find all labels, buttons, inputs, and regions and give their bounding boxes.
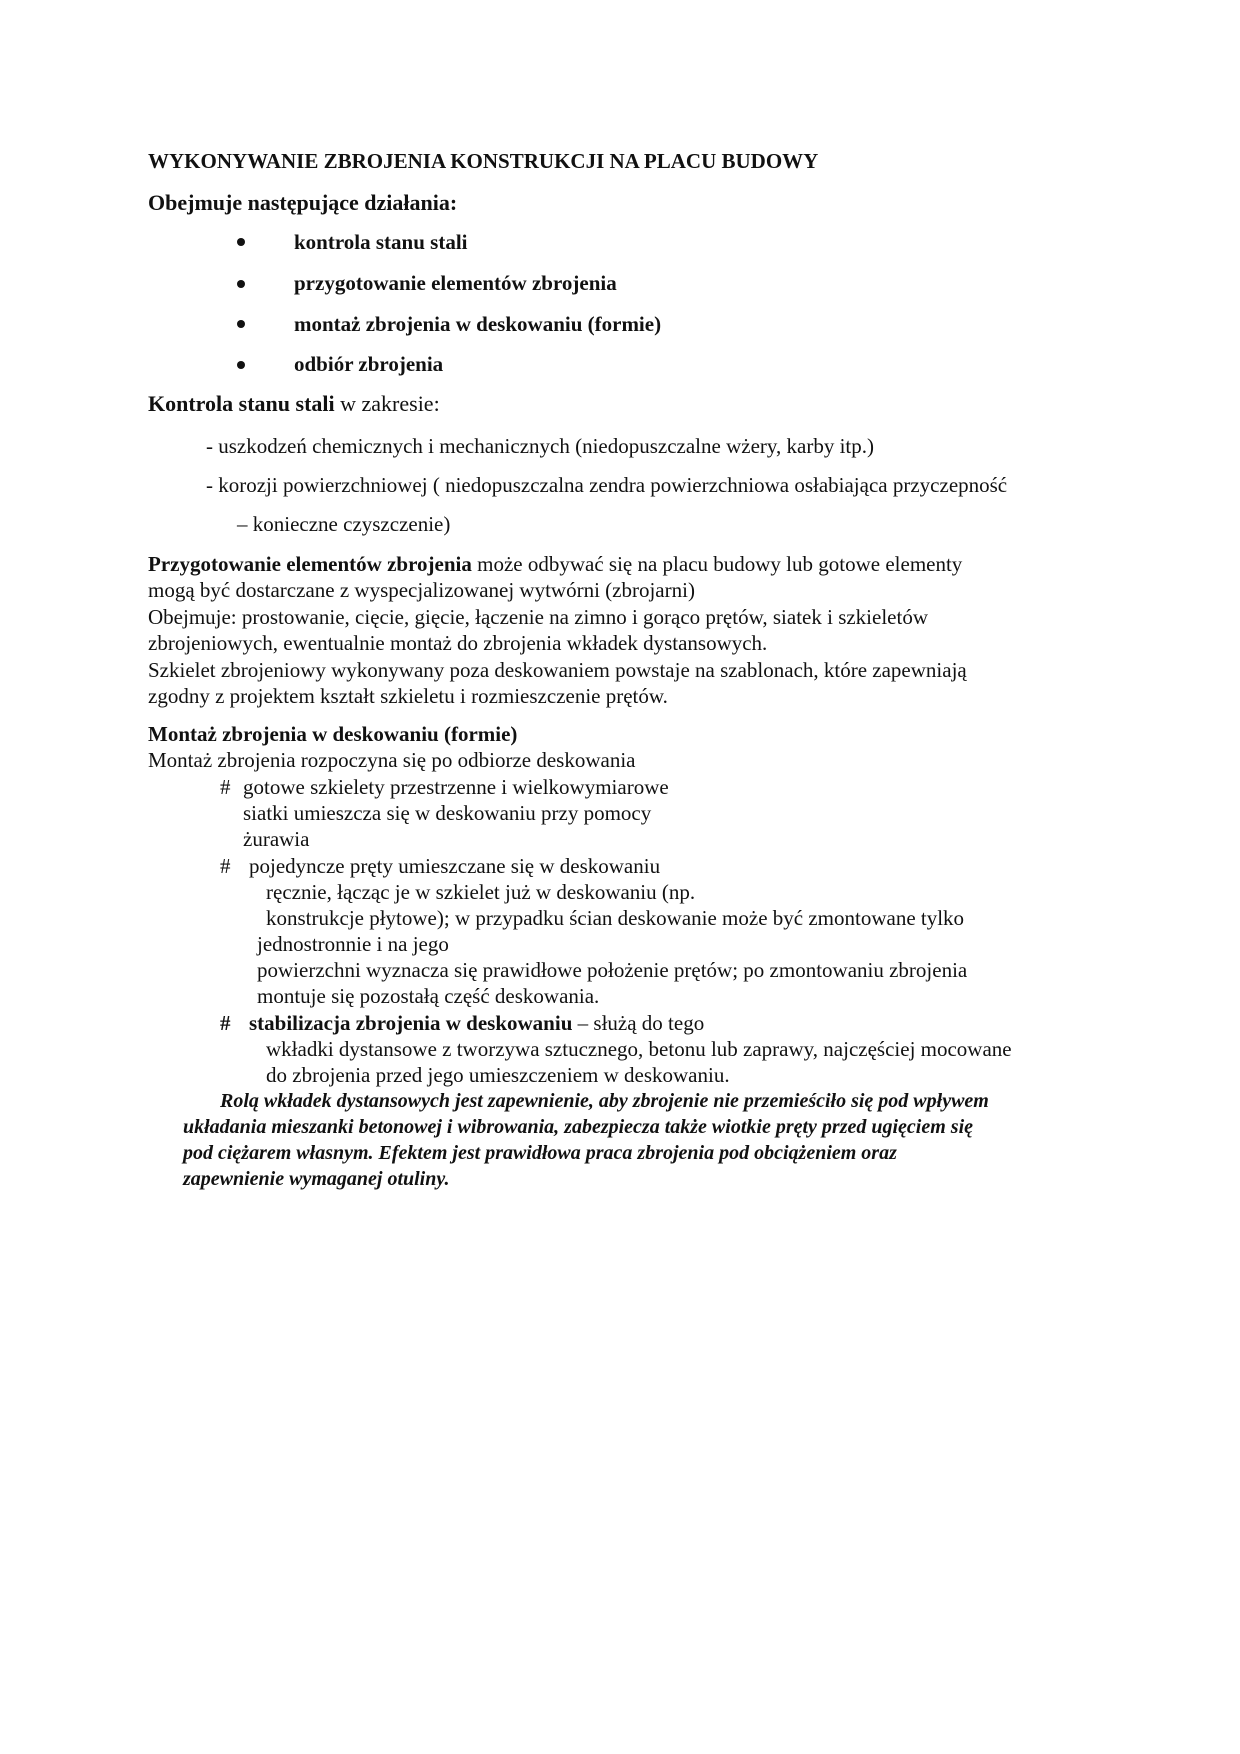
przygotowanie-line-5: Szkielet zbrojeniowy wykonywany poza deskowaniem powstaje na szablonach, które zapewniają [148, 658, 967, 682]
document-title: WYKONYWANIE ZBROJENIA KONSTRUKCJI NA PLACU BUDOWY [148, 149, 819, 173]
italic-line-2: układania mieszanki betonowej i wibrowania, zabezpiecza także wiotkie pręty przed ugięciem się [183, 1116, 973, 1138]
przygotowanie-line-2: mogą być dostarczane z wyspecjalizowanej wytwórni (zbrojarni) [148, 578, 695, 602]
bullet-icon [237, 280, 245, 288]
intro-text: Obejmuje następujące działania: [148, 190, 458, 215]
kontrola-heading-bold: Kontrola stanu stali [148, 391, 335, 416]
montaz-hash-3: # [220, 1011, 231, 1035]
przygotowanie-line-4: zbrojeniowych, ewentualnie montaż do zbrojenia wkładek dystansowych. [148, 631, 768, 655]
montaz-c2: wkładki dystansowe z tworzywa sztucznego, betonu lub zaprawy, najczęściej mocowane [266, 1037, 1012, 1061]
bullet-icon [237, 238, 245, 246]
montaz-b5: powierzchni wyznacza się prawidłowe położenie prętów; po zmontowaniu zbrojenia [257, 958, 968, 982]
italic-line-4: zapewnienie wymaganej otuliny. [183, 1168, 450, 1190]
italic-line-3: pod ciężarem własnym. Efektem jest prawidłowa praca zbrojenia pod obciążeniem oraz [183, 1142, 897, 1164]
montaz-c1 [249, 1010, 704, 1036]
montaz-a2: siatki umieszcza się w deskowaniu przy pomocy [243, 801, 652, 825]
stabilizacja-bold: stabilizacja zbrojenia w deskowaniu [249, 1011, 573, 1035]
kontrola-item-2-cont: – konieczne czyszczenie) [237, 512, 451, 536]
przygotowanie-l1-rest: może odbywać się na placu budowy lub gotowe elementy [471, 552, 963, 576]
montaz-b3: konstrukcje płytowe); w przypadku ścian deskowanie może być zmontowane tylko [266, 906, 965, 930]
kontrola-item-1: - uszkodzeń chemicznych i mechanicznych (niedopuszczalne wżery, karby itp.) [206, 434, 875, 458]
bullet-icon [237, 320, 245, 328]
kontrola-heading [148, 391, 440, 417]
kontrola-heading-rest: w zakresie: [334, 391, 440, 416]
bullet-text: przygotowanie elementów zbrojenia [294, 271, 617, 295]
montaz-b1: pojedyncze pręty umieszczane się w deskowaniu [249, 854, 661, 878]
montaz-a3: żurawia [243, 827, 310, 851]
montaz-heading: Montaż zbrojenia w deskowaniu (formie) [148, 722, 518, 746]
montaz-hash-1: # [220, 775, 231, 799]
montaz-b6: montuje się pozostałą część deskowania. [257, 984, 600, 1008]
montaz-a1: gotowe szkielety przestrzenne i wielkowymiarowe [243, 775, 669, 799]
przygotowanie-heading: Przygotowanie elementów zbrojenia [148, 552, 472, 576]
kontrola-item-2: - korozji powierzchniowej ( niedopuszczalna zendra powierzchniowa osłabiająca przyczepność [206, 473, 1008, 497]
montaz-line-1: Montaż zbrojenia rozpoczyna się po odbiorze deskowania [148, 748, 636, 772]
italic-line-1: Rolą wkładek dystansowych jest zapewnienie, aby zbrojenie nie przemieściło się pod wpływem [220, 1090, 989, 1112]
bullet-text: kontrola stanu stali [294, 230, 468, 254]
montaz-c3: do zbrojenia przed jego umieszczeniem w deskowaniu. [266, 1063, 730, 1087]
bullet-icon [237, 361, 245, 369]
montaz-hash-2: # [220, 854, 231, 878]
bullet-text: odbiór zbrojenia [294, 352, 444, 376]
montaz-b2: ręcznie, łącząc je w szkielet już w deskowaniu (np. [266, 880, 696, 904]
bullet-text: montaż zbrojenia w deskowaniu (formie) [294, 312, 662, 336]
przygotowanie-line-1 [148, 551, 962, 577]
stabilizacja-rest: – służą do tego [572, 1011, 705, 1035]
montaz-b4: jednostronnie i na jego [257, 932, 449, 956]
przygotowanie-line-6: zgodny z projektem kształt szkieletu i rozmieszczenie prętów. [148, 684, 668, 708]
przygotowanie-line-3: Obejmuje: prostowanie, cięcie, gięcie, łączenie na zimno i gorąco prętów, siatek i szkieletów [148, 605, 928, 629]
